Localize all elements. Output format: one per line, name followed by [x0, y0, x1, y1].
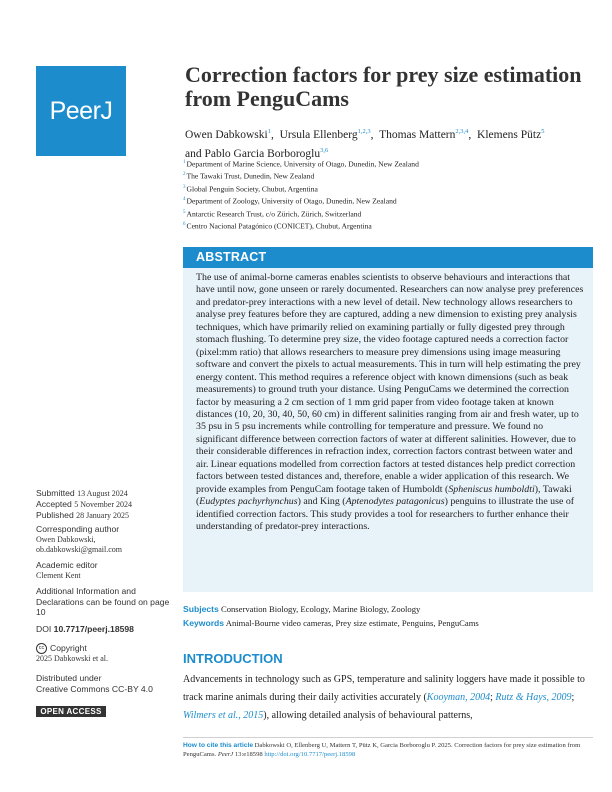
corresponding-label: Corresponding author: [36, 524, 120, 534]
introduction-paragraph: [183, 671, 593, 724]
license-text[interactable]: Creative Commons CC-BY 4.0: [36, 683, 153, 694]
accepted-line: [36, 499, 172, 510]
footer-ref: 13:e18598: [234, 751, 263, 758]
copyright-label: Copyright: [50, 643, 87, 653]
author-affil-ref: 3,6: [320, 146, 329, 154]
abstract-paragraph: [196, 272, 586, 534]
copyright-icon: cc: [36, 643, 47, 654]
keywords-label: Keywords: [183, 618, 225, 628]
affiliation-text: Antarctic Research Trust, c/o Zürich, Zürich, Switzerland: [186, 209, 362, 219]
footer-journal: PeerJ: [217, 751, 234, 758]
open-access-badge: OPEN ACCESS: [36, 706, 106, 717]
license-block: [36, 673, 172, 694]
affiliation-text: Centro Nacional Patagónico (CONICET), Chubut, Argentina: [186, 221, 372, 231]
citation-link[interactable]: Wilmers et al., 2015: [183, 709, 264, 721]
abstract-text: ) and King (: [297, 496, 346, 508]
copyright-line: [36, 643, 172, 654]
affiliation-number: 2: [183, 172, 186, 178]
affiliation-item: [183, 195, 593, 207]
intro-text: Advancements in technology such as GPS, temperature and salinity loggers have made it possible to track marine animals during their daily activities accurately (: [183, 674, 585, 703]
corresponding-name: Owen Dabkowski,: [36, 534, 96, 544]
submitted-line: [36, 488, 172, 499]
author-name: Klemens Pütz: [477, 128, 542, 141]
editor-label: Academic editor: [36, 560, 98, 570]
affiliation-item: [183, 170, 593, 182]
doi-block: [36, 624, 172, 635]
intro-text: ;: [490, 691, 496, 703]
journal-logo-text: PeerJ: [49, 96, 113, 125]
abstract-text: ) penguins to illustrate the use of identified correction factors. This study provides a tool for researchers to further enhance their understanding of predator-prey interactions.: [196, 496, 575, 533]
author-affil-ref: 1: [267, 128, 271, 135]
affiliation-text: Department of Zoology, University of Otago, Dunedin, New Zealand: [186, 196, 397, 206]
submitted-date: 13 August 2024: [77, 489, 128, 498]
author-affil-ref: 1,2,3: [357, 128, 371, 135]
subjects-label: Subjects: [183, 604, 219, 614]
species-name: Spheniscus humboldti: [448, 483, 535, 495]
author-name: Ursula Ellenberg: [279, 128, 358, 141]
additional-info-text: Additional Information and Declarations can be found on page 10: [36, 586, 170, 617]
dates-block: [36, 488, 172, 521]
author-name: Owen Dabkowski: [185, 128, 268, 141]
footer-divider: [183, 737, 593, 738]
affiliation-list: [183, 158, 593, 233]
abstract-text: The use of animal-borne cameras enables scientists to observe behaviours and interactions that have until now, gone unseen or rarely documented. Researchers can now analyse prey preferences and predator-prey interactions with a new level of detail. New technology allows researchers to analyse prey features before they are captured, adding a new dimension to existing prey analysis techniques, which have primarily relied on examining partially or fully digested prey through stomach flushing. To determine prey size, the video footage captured needs a correction factor (pixel:mm ratio) that allows researchers to measure prey dimensions using image measuring software and convert the pixels to actual measurements. This in turn will help estimating the prey energy content. This method requires a reference object with known dimensions (such as beak measurements) to ground truth your distance. Using PenguCams we determined the correction factor by measuring a 2 cm section of 1 mm grid paper from video footage taken at known distances (10, 20, 30, 40, 50, 60 cm) in different salinities ranging from air and fresh water, up to 35 psu in 5 psu increments while controlling for temperature and pressure. We found no significant difference between correction factors of water at different salinities. However, due to their considerable differences in refraction index, correction factors contrast between water and air. Linear equations modelled from correction factors at tested distances help predict correction factors between tested distances and, therefore, enable a wider application of this research. We provide examples from PenguCam footage taken of Humboldt (: [196, 272, 584, 495]
submitted-label: Submitted: [36, 488, 75, 498]
intro-text: ), allowing detailed analysis of behavioural patterns,: [263, 709, 473, 721]
footer-text: Dabkowski O, Ellenberg U, Mattern T, Pütz K, Garcia Borboroglu P. 2025. Correction factors for prey size estimation from PenguCams.: [183, 742, 581, 758]
affiliation-text: Department of Marine Science, University of Otago, Dunedin, New Zealand: [186, 159, 419, 169]
subjects-line: [183, 604, 593, 615]
author-name: Pablo Garcia Borboroglu: [204, 147, 321, 160]
footer-doi-link[interactable]: http://doi.org/10.7717/peerj.18598: [264, 751, 356, 758]
accepted-date: 5 November 2024: [74, 500, 132, 509]
abstract-body: [196, 272, 586, 534]
author-name: Thomas Mattern: [379, 128, 456, 141]
keywords-line: [183, 618, 593, 629]
affiliation-item: [183, 208, 593, 220]
affiliation-number: 3: [183, 184, 186, 190]
abstract-box: [183, 247, 593, 592]
copyright-block: [36, 643, 172, 664]
published-line: [36, 510, 172, 521]
species-name: Aptenodytes patagonicus: [345, 496, 445, 508]
affiliation-item: [183, 220, 593, 232]
doi-line: [36, 624, 172, 635]
accepted-label: Accepted: [36, 499, 72, 509]
footer-label: How to cite this article: [183, 742, 253, 749]
paper-title: Correction factors for prey size estimation from PenguCams: [185, 62, 582, 111]
affiliation-item: [183, 158, 593, 170]
additional-info-block: [36, 586, 172, 618]
author-list: Owen Dabkowski$^1$, Ursula Ellenberg$^{1,2,3}$, Thomas Mattern$^{2,3,4}$, Klemens Pütz$^5$ and Pablo Garcia Borboroglu$^{3,6}$: [185, 128, 545, 160]
citation-link[interactable]: Rutz & Hays, 2009: [495, 691, 572, 703]
abstract-heading: ABSTRACT: [196, 250, 267, 264]
author-affil-ref: 2,3,4: [455, 128, 469, 135]
editor-name: Clement Kent: [36, 570, 81, 580]
affiliation-number: 5: [183, 209, 186, 215]
citation-footer: [183, 741, 593, 759]
doi-value[interactable]: 10.7717/peerj.18598: [53, 624, 134, 634]
abstract-text: ), Tawaki (: [196, 483, 572, 508]
affiliation-text: The Tawaki Trust, Dunedin, New Zealand: [186, 171, 315, 181]
affiliation-item: [183, 183, 593, 195]
affiliation-number: 1: [183, 160, 186, 165]
affiliation-text: Global Penguin Society, Chubut, Argentina: [186, 184, 318, 194]
introduction-heading: INTRODUCTION: [183, 651, 283, 666]
corresponding-block: [36, 524, 172, 555]
abstract-header: [183, 247, 593, 268]
species-name: Eudyptes pachyrhynchus: [199, 496, 298, 508]
distributed-label: Distributed under: [36, 673, 102, 683]
published-label: Published: [36, 510, 74, 520]
keywords-text: Animal-Bourne video cameras, Prey size estimate, Penguins, PenguCams: [225, 618, 479, 628]
journal-logo: [36, 66, 126, 156]
citation-link[interactable]: Kooyman, 2004: [426, 691, 491, 703]
editor-block: [36, 560, 172, 581]
affiliation-number: 4: [183, 197, 186, 203]
subjects-text: Conservation Biology, Ecology, Marine Biology, Zoology: [220, 604, 421, 614]
corresponding-email[interactable]: ob.dabkowski@gmail.com: [36, 544, 123, 554]
published-date: 28 January 2025: [76, 511, 130, 520]
intro-text: ;: [571, 691, 575, 703]
doi-label: DOI: [36, 624, 52, 634]
affiliation-number: 6: [183, 222, 186, 228]
copyright-text: 2025 Dabkowski et al.: [36, 654, 108, 664]
author-affil-ref: 5: [541, 128, 545, 135]
